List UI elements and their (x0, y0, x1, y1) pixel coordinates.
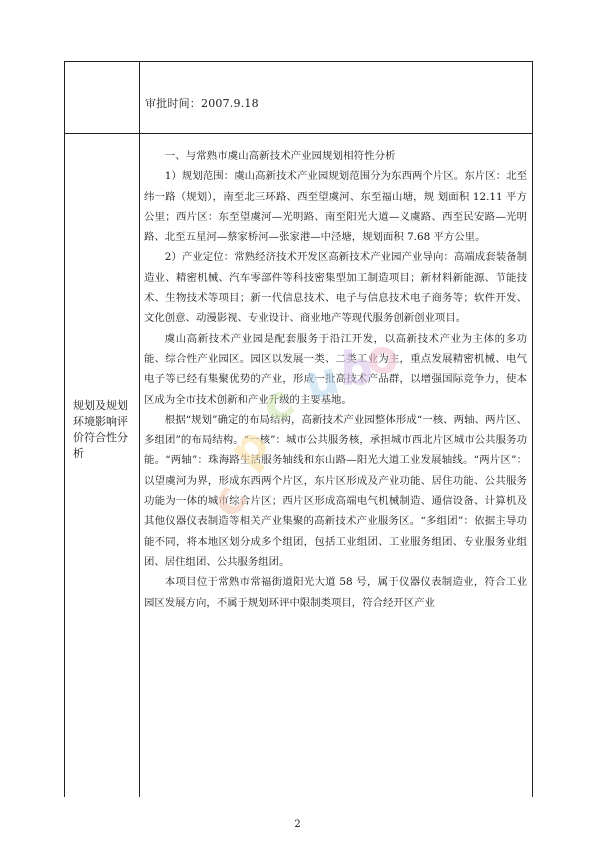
watermark-letter: c (250, 374, 304, 435)
watermark-letter: b (340, 342, 373, 396)
watermark-letter: c (197, 474, 259, 526)
approval-time: 审批时间：2007.9.18 (145, 97, 259, 110)
paragraph-industry-positioning: 2）产业定位：常熟经济技术开发区高新技术产业园产业导向：高端成套装备制造业、精密机械、汽车零部件等科技密集型加工制造项目；新材料新能源、节能技术、生物技术等项目；新一代信息技术、电子与信息技术电子商务等；软件开发、文化创意、动漫影视、专业设计、商业地产等现代服务创新创业项目。 (144, 251, 527, 325)
column-divider (139, 62, 140, 797)
watermark-letter: u (298, 349, 345, 411)
paragraph-park-function: 虞山高新技术产业园是配套服务于沿江开发，以高新技术产业为主体的多功能、综合性产业园区。园区以发展一类、二类工业为主，重点发展精密机械、电气电子等已经有集聚优势的产业，形成一批高技术产品群，以增强国际竞争力，使本区成为全市技术创新和产业升级的主要基地。 (144, 332, 527, 406)
watermark-letter: o (363, 327, 404, 387)
section-heading: 一、与常熟市虞山高新技术产业园规划相符性分析 (164, 150, 396, 162)
paragraph-layout-structure: 根据“规划”确定的布局结构，高新技术产业园整体形成“一核、两轴、两片区、多组团”的布局结构。“一核”：城市公共服务核，承担城市西北片区城市公共服务功能。“两轴”：珠海路生活服务轴线和东山路—阳光大道工业发展轴线。“两片区”：以望虞河为界，形成东西两个片区，东片区形成及产业功能、居住功能、公共服务功能为一体的城市综合片区；西片区形成高端电气机械制造、通信设备、计算机及其他仪器仪表制造等相关产业集聚的高新技术产业服务区。“多组团”：依据主导功能不同，将本地区划分成多个组团，包括工业组团、工业服务组团、专业服务业组团、居住组团、公共服务组团。 (144, 413, 527, 568)
section-label: 规划及规划环境影响评价符合性分析 (73, 399, 128, 460)
paragraph-project-location: 本项目位于常熟市常福街道阳光大道 58 号，属于仪器仪表制造业，符合工业园区发展方向，不属于规划环评中限制类项目，符合经开区产业 (144, 576, 527, 609)
page-number: 2 (294, 819, 301, 830)
row-divider (65, 133, 532, 134)
watermark-letter: p (217, 417, 280, 478)
section-content (144, 146, 527, 613)
document-table (64, 61, 533, 797)
paragraph-planning-scope: 1）规划范围：虞山高新技术产业园规划范围分为东西两个片区。东片区：北至纬一路（规划），南至北三环路、西至望虞河、东至福山塘，规 划面积 12.11 平方公里；西片区：东至望虞河—光明路、南至阳光大道—义虞路、西至民安路—光明路、北至五星河—蔡家桥河—张家港—中泾塘，规划面积 7.68 平方公里。 (144, 170, 527, 244)
